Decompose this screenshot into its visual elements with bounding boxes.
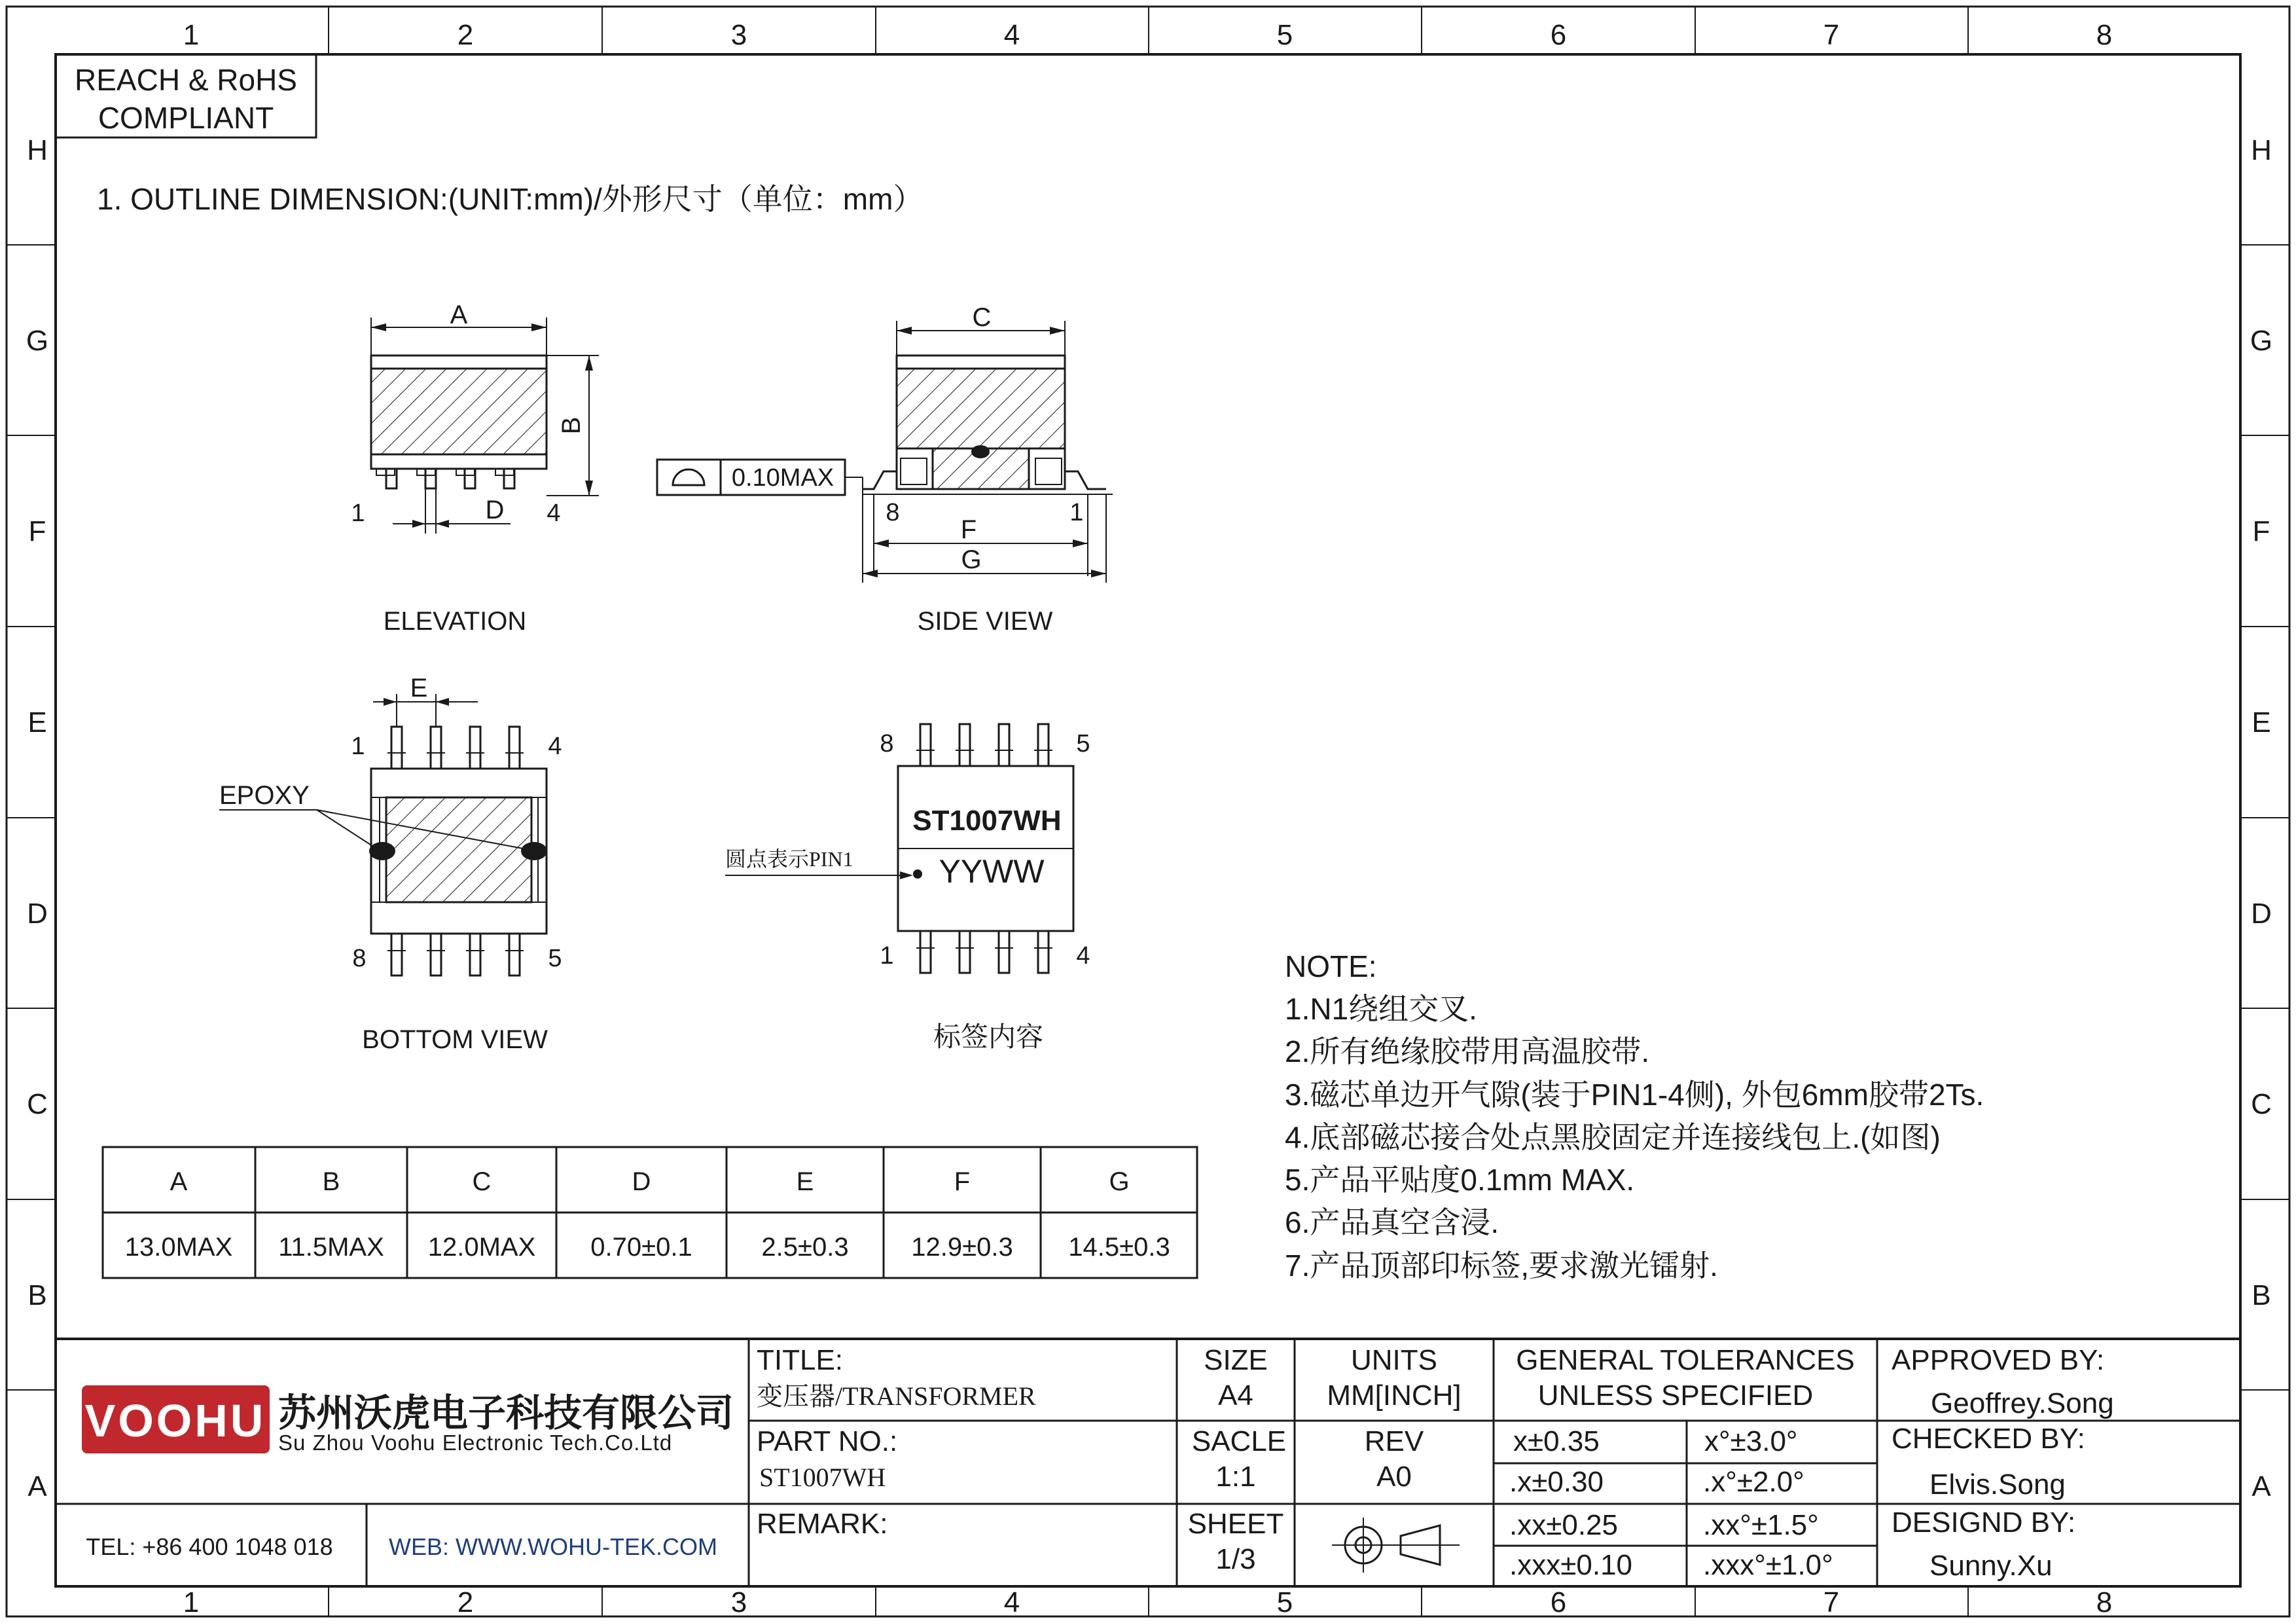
compliance-line1: REACH & RoHS (75, 63, 297, 97)
dim-value: 0.70±0.1 (590, 1233, 692, 1262)
section-title: 1. OUTLINE DIMENSION:(UNIT:mm)/外形尺寸（单位：mm） (97, 182, 924, 216)
col-label-top: 4 (1003, 19, 1020, 51)
label-pin-1: 1 (880, 942, 894, 970)
compliance-line2: COMPLIANT (98, 101, 274, 135)
rev-label: REV (1364, 1425, 1424, 1457)
dim-value: 12.9±0.3 (911, 1233, 1013, 1262)
dim-header: A (170, 1167, 188, 1196)
bottom-pin-1: 1 (351, 733, 365, 760)
col-label-top: 7 (1823, 19, 1840, 51)
sheet-label: SHEET (1187, 1508, 1284, 1540)
col-label-top: 6 (1550, 19, 1567, 51)
side-caption: SIDE VIEW (917, 607, 1053, 636)
note-item: 4.底部磁芯接合处点黑胶固定并连接线包上.(如图) (1285, 1120, 1941, 1154)
row-label-right: F (2252, 515, 2270, 547)
row-label-right: G (2250, 325, 2273, 357)
dimension-table (103, 1147, 1197, 1278)
title-label: TITLE: (757, 1344, 844, 1376)
company-name-en: Su Zhou Voohu Electronic Tech.Co.Ltd (278, 1431, 673, 1455)
note-item: 6.产品真空含浸. (1285, 1205, 1499, 1239)
dim-value: 13.0MAX (124, 1233, 233, 1262)
row-label-right: H (2251, 134, 2272, 166)
scale-label: SACLE (1191, 1425, 1287, 1457)
tolerance-angular: .xx°±1.5° (1703, 1509, 1819, 1541)
tolerance-linear: x±0.35 (1513, 1425, 1600, 1457)
dim-header: G (1109, 1167, 1130, 1196)
label-view (725, 724, 1090, 973)
row-label-right: D (2251, 898, 2272, 930)
col-label-bottom: 5 (1276, 1586, 1293, 1618)
units-value: MM[INCH] (1327, 1379, 1462, 1412)
note-item: 7.产品顶部印标签,要求激光镭射. (1285, 1249, 1718, 1283)
label-pin-4: 4 (1076, 942, 1090, 970)
row-label-right: C (2251, 1088, 2272, 1120)
elevation-pin-4: 4 (547, 500, 561, 527)
scale-value: 1:1 (1215, 1461, 1256, 1493)
col-label-top: 8 (2096, 19, 2113, 51)
title-value: 变压器/TRANSFORMER (757, 1381, 1036, 1411)
col-label-bottom: 2 (457, 1586, 474, 1618)
col-label-top: 2 (457, 19, 474, 51)
part-value: ST1007WH (759, 1463, 886, 1492)
size-value: A4 (1218, 1379, 1253, 1412)
tolerance-linear: .xxx±0.10 (1509, 1549, 1633, 1581)
part-label: PART NO.: (757, 1425, 898, 1457)
col-label-bottom: 8 (2096, 1586, 2113, 1618)
row-label-left: G (26, 325, 49, 357)
elevation-dim-a: A (450, 301, 468, 329)
rev-value: A0 (1376, 1461, 1412, 1493)
logo-text: VOOHU (84, 1395, 266, 1446)
approved-label: APPROVED BY: (1892, 1344, 2105, 1376)
col-label-bottom: 4 (1003, 1586, 1020, 1618)
row-label-left: H (27, 134, 48, 166)
tolerance-linear: .x±0.30 (1509, 1466, 1604, 1498)
tolerance-angular: .xxx°±1.0° (1703, 1549, 1833, 1581)
third-angle-projection-icon (1332, 1518, 1460, 1573)
note-item: 5.产品平贴度0.1mm MAX. (1285, 1163, 1635, 1197)
sheet-value: 1/3 (1215, 1543, 1256, 1575)
row-label-right: A (2251, 1470, 2271, 1503)
row-label-left: F (28, 515, 46, 547)
row-label-left: C (27, 1088, 48, 1120)
dim-header: F (954, 1167, 971, 1196)
label-pin-8: 8 (880, 730, 894, 757)
approved-value: Geoffrey.Song (1931, 1387, 2114, 1419)
elevation-dim-b: B (557, 416, 586, 435)
side-dim-c: C (972, 303, 992, 332)
size-label: SIZE (1204, 1344, 1268, 1376)
col-label-top: 3 (730, 19, 747, 51)
col-label-top: 1 (183, 19, 200, 51)
side-dim-f: F (960, 515, 977, 544)
bottom-view (219, 674, 562, 976)
row-label-right: E (2251, 706, 2271, 739)
label-part-number: ST1007WH (912, 805, 1062, 837)
row-label-left: A (27, 1470, 47, 1503)
note-item: 1.N1绕组交叉. (1285, 992, 1477, 1026)
col-label-top: 5 (1276, 19, 1293, 51)
note-item: 3.磁芯单边开气隙(装于PIN1-4侧), 外包6mm胶带2Ts. (1285, 1078, 1984, 1112)
col-label-bottom: 1 (183, 1586, 200, 1618)
pin1-note: 圆点表示PIN1 (725, 847, 853, 871)
col-label-bottom: 3 (730, 1586, 747, 1618)
notes-block (1285, 949, 1984, 1283)
dim-value: 14.5±0.3 (1068, 1233, 1170, 1262)
checked-label: CHECKED BY: (1892, 1423, 2085, 1455)
dim-header: B (322, 1167, 340, 1196)
elevation-view (351, 301, 599, 534)
elevation-caption: ELEVATION (383, 607, 527, 636)
tolerance-title-2: UNLESS SPECIFIED (1537, 1379, 1814, 1412)
row-label-left: E (27, 706, 47, 739)
flatness-value: 0.10MAX (731, 464, 834, 492)
web-text: WEB: WWW.WOHU-TEK.COM (389, 1533, 717, 1560)
elevation-pin-1: 1 (351, 500, 365, 527)
remark-label: REMARK: (757, 1508, 888, 1540)
company-name-cn: 苏州沃虎电子科技有限公司 (278, 1392, 734, 1434)
bottom-dim-e: E (410, 674, 428, 702)
row-label-right: B (2251, 1279, 2271, 1311)
epoxy-label: EPOXY (219, 781, 310, 810)
row-dividers (7, 245, 2289, 1390)
dim-header: E (796, 1167, 814, 1196)
notes-heading: NOTE: (1285, 949, 1377, 983)
bottom-caption: BOTTOM VIEW (362, 1025, 548, 1054)
label-pin-5: 5 (1076, 730, 1090, 757)
dim-header: D (632, 1167, 651, 1196)
bottom-pin-8: 8 (352, 945, 367, 972)
designed-label: DESIGND BY: (1892, 1506, 2076, 1539)
side-dim-g: G (961, 545, 982, 574)
dim-header: C (472, 1167, 492, 1196)
label-datecode: YYWW (939, 853, 1045, 890)
note-item: 2.所有绝缘胶带用高温胶带. (1285, 1034, 1650, 1068)
tolerance-linear: .xx±0.25 (1509, 1509, 1619, 1541)
designed-value: Sunny.Xu (1929, 1550, 2053, 1582)
tolerance-title-1: GENERAL TOLERANCES (1516, 1344, 1855, 1376)
bottom-pin-4: 4 (548, 733, 562, 760)
tel-text: TEL: +86 400 1048 018 (86, 1533, 333, 1560)
col-label-bottom: 7 (1823, 1586, 1840, 1618)
company-logo (82, 1385, 270, 1453)
dim-value: 12.0MAX (427, 1233, 536, 1262)
elevation-dim-d: D (485, 496, 505, 524)
bottom-pin-5: 5 (548, 945, 562, 972)
units-label: UNITS (1351, 1344, 1437, 1376)
dim-value: 11.5MAX (278, 1233, 384, 1262)
checked-value: Elvis.Song (1929, 1468, 2066, 1501)
side-pin-8: 8 (886, 499, 900, 526)
row-label-left: B (27, 1279, 47, 1311)
row-label-left: D (27, 898, 48, 930)
dim-value: 2.5±0.3 (761, 1233, 849, 1262)
side-view (657, 303, 1113, 583)
tolerance-angular: x°±3.0° (1704, 1425, 1798, 1457)
col-label-bottom: 6 (1550, 1586, 1567, 1618)
side-pin-1: 1 (1069, 499, 1084, 526)
tolerance-angular: .x°±2.0° (1703, 1466, 1804, 1498)
label-caption: 标签内容 (933, 1023, 1044, 1053)
